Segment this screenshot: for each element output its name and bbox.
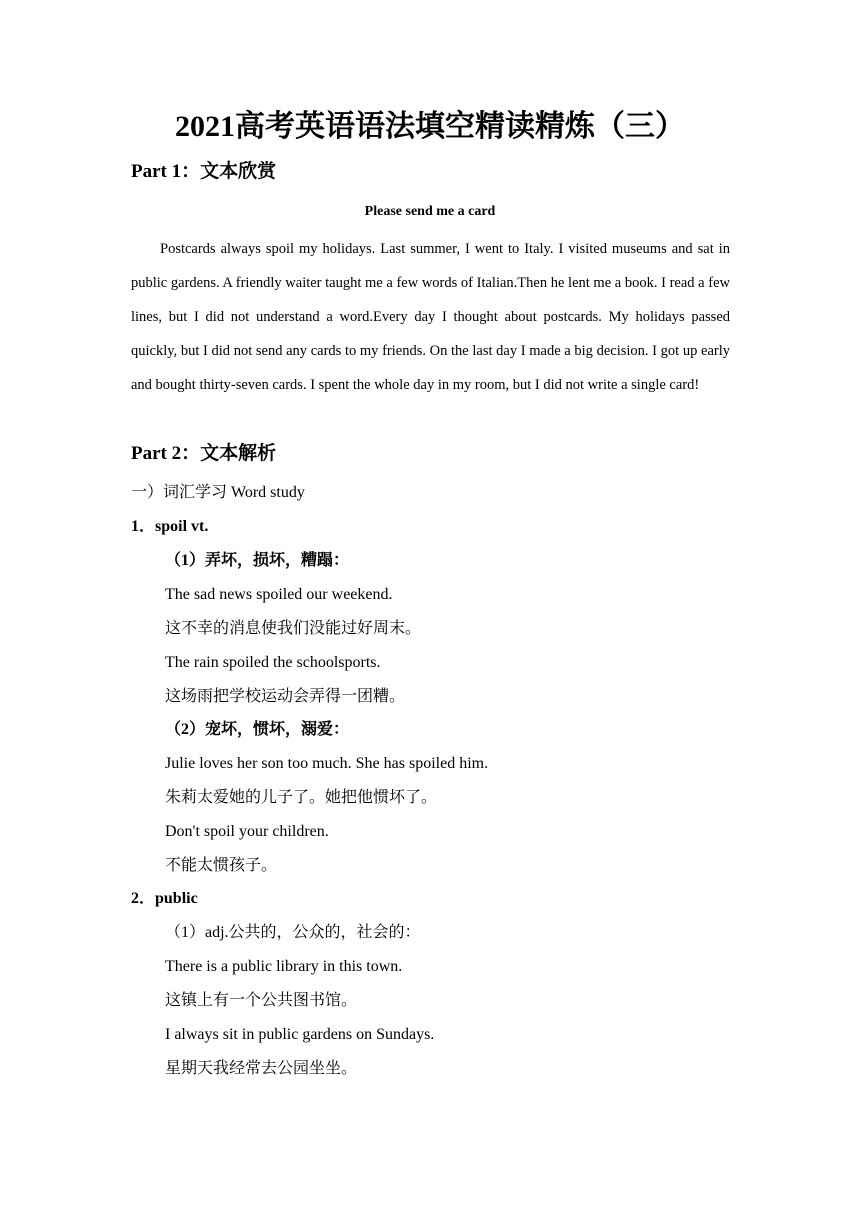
example-english: Julie loves her son too much. She has spoiled him.	[165, 755, 489, 772]
example-english: The sad news spoiled our weekend.	[165, 586, 393, 603]
part1-heading: Part 1：文本欣赏	[131, 161, 277, 182]
word-heading-public: 2．public	[131, 890, 198, 907]
example-english: The rain spoiled the schoolsports.	[165, 654, 381, 671]
example-english: I always sit in public gardens on Sundays.	[165, 1026, 435, 1043]
document-title: 2021高考英语语法填空精读精炼（三）	[175, 110, 685, 143]
section-heading-word-study: 一）词汇学习 Word study	[131, 484, 305, 501]
example-chinese: 星期天我经常去公园坐坐。	[165, 1060, 358, 1077]
sense-heading: （2）宠坏，惯坏，溺爱：	[165, 721, 350, 738]
sense-heading: （1）弄坏，损坏，糟蹋：	[165, 552, 350, 569]
example-chinese: 这场雨把学校运动会弄得一团糟。	[165, 688, 406, 705]
example-chinese: 朱莉太爱她的儿子了。她把他惯坏了。	[165, 789, 438, 806]
passage-title: Please send me a card	[364, 204, 496, 219]
word-heading-spoil: 1．spoil vt.	[131, 518, 209, 535]
part2-heading: Part 2：文本解析	[131, 443, 277, 464]
passage-text: Postcards always spoil my holidays. Last summer, I went to Italy. I visited museums and sat in public gardens. A friendly waiter taught me a few words of Italian.Then he lent me a book. I read a few lines, but I did not understand a word.Every day I thought about postcards. My holidays passed quickly, but I did not send any cards to my friends. On the last day I made a big decision. I got up early and bought thirty-seven cards. I spent the whole day in my room, but I did not write a single card!	[131, 241, 730, 393]
example-chinese: 不能太惯孩子。	[165, 857, 278, 874]
example-english: There is a public library in this town.	[165, 958, 403, 975]
example-chinese: 这镇上有一个公共图书馆。	[165, 992, 358, 1009]
example-english: Don't spoil your children.	[165, 823, 329, 840]
example-chinese: 这不幸的消息使我们没能过好周末。	[165, 620, 422, 637]
sense-heading: （1）adj.公共的，公众的，社会的：	[165, 924, 421, 941]
